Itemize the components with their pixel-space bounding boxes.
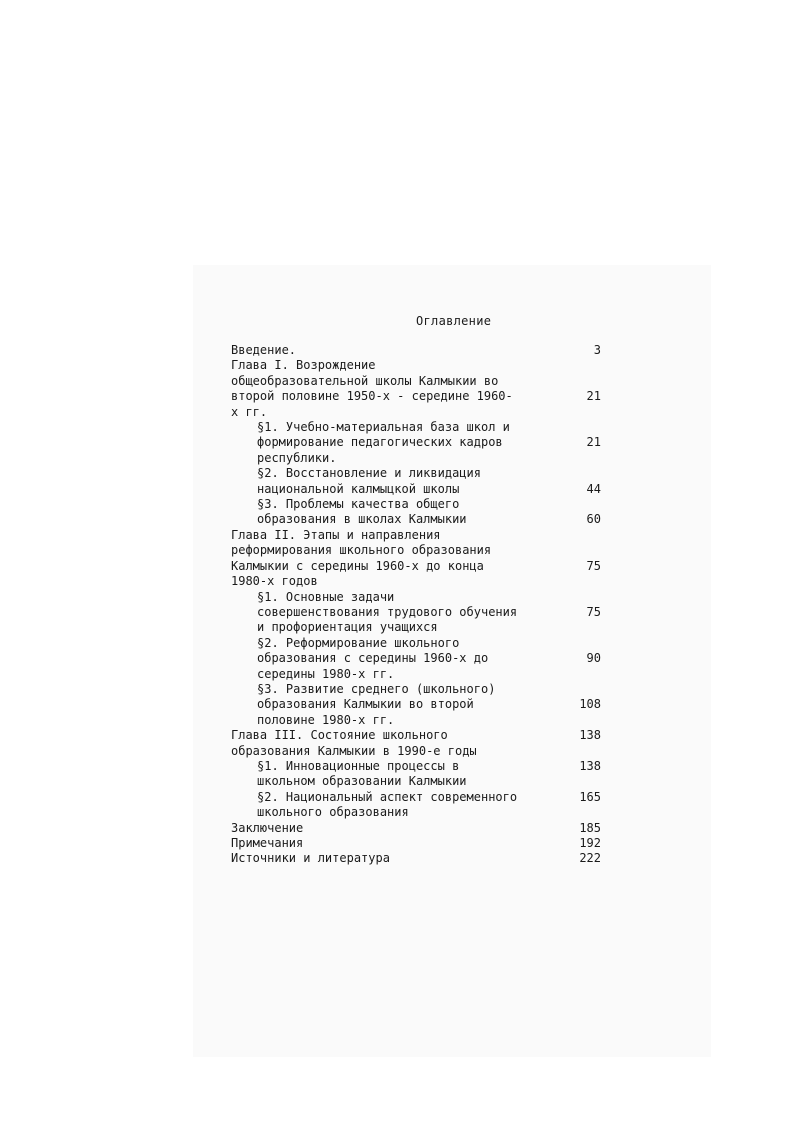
toc-entry-page-number: 3	[593, 343, 601, 357]
toc-entry-title: Глава III. Состояние школьного образования Калмыкии в 1990-е годы	[231, 728, 477, 758]
toc-entry-page-number: 21	[586, 389, 601, 404]
toc-section-entry	[231, 636, 611, 682]
toc-entry-page-number: 185	[579, 820, 601, 835]
toc-section-entry	[231, 466, 611, 497]
toc-entry-page-number: 21	[586, 435, 601, 450]
toc-chapter-entry	[231, 343, 611, 358]
toc-chapter-entry	[231, 851, 611, 866]
toc-entry-title: Глава II. Этапы и направления реформирования школьного образования Калмыкии с середины 1960-х до конца 1980-х годов	[231, 527, 492, 589]
toc-section-entry	[231, 497, 611, 528]
toc-entry-page-number: 75	[586, 604, 601, 619]
toc-entry-title: §3. Развитие среднего (школьного) образования Калмыкии во второй половине 1980-х гг.	[257, 681, 496, 727]
toc-entry-title: Глава I. Возрождение общеобразовательной школы Калмыкии во второй половине 1950-х - середине 1960- х гг.	[231, 358, 513, 419]
table-of-contents	[231, 343, 611, 867]
toc-entry-title: §1. Основные задачи совершенствования трудового обучения и профориентация учащихся	[257, 589, 518, 635]
toc-entry-title: Введение.	[231, 343, 297, 357]
toc-section-entry	[231, 682, 611, 728]
toc-chapter-entry	[231, 358, 611, 420]
toc-entry-page-number: 222	[579, 851, 601, 866]
toc-entry-title: §2. Реформирование школьного образования с середины 1960-х до середины 1980-х гг.	[257, 635, 489, 681]
toc-entry-title: §1. Учебно-материальная база школ и формирование педагогических кадров республики.	[257, 420, 510, 465]
toc-entry-page-number: 90	[586, 651, 601, 666]
toc-chapter-entry	[231, 728, 611, 759]
toc-entry-title: §1. Инновационные процессы в школьном образовании Калмыкии	[257, 758, 467, 789]
toc-entry-title: Источники и литература	[231, 851, 390, 866]
page-title: Оглавление	[416, 314, 492, 328]
toc-chapter-entry	[231, 528, 611, 590]
toc-entry-page-number: 44	[586, 481, 601, 496]
toc-chapter-entry	[231, 821, 611, 836]
toc-entry-page-number: 192	[579, 836, 601, 850]
toc-entry-title: §2. Национальный аспект современного школьного образования	[257, 789, 518, 820]
toc-entry-page-number: 60	[586, 512, 601, 527]
toc-section-entry	[231, 790, 611, 821]
toc-entry-page-number: 138	[579, 758, 601, 773]
toc-section-entry	[231, 420, 611, 466]
toc-entry-page-number: 138	[579, 728, 601, 743]
toc-entry-title: §2. Восстановление и ликвидация национальной калмыцкой школы	[257, 466, 481, 496]
toc-entry-page-number: 165	[579, 789, 601, 804]
toc-entry-title: Примечания	[231, 836, 304, 850]
toc-entry-title: §3. Проблемы качества общего образования в школах Калмыкии	[257, 497, 467, 527]
toc-entry-page-number: 75	[586, 558, 601, 573]
toc-section-entry	[231, 590, 611, 636]
toc-section-entry	[231, 759, 611, 790]
toc-entry-page-number: 108	[579, 697, 601, 712]
toc-entry-title: Заключение	[231, 820, 304, 835]
toc-chapter-entry	[231, 836, 611, 851]
